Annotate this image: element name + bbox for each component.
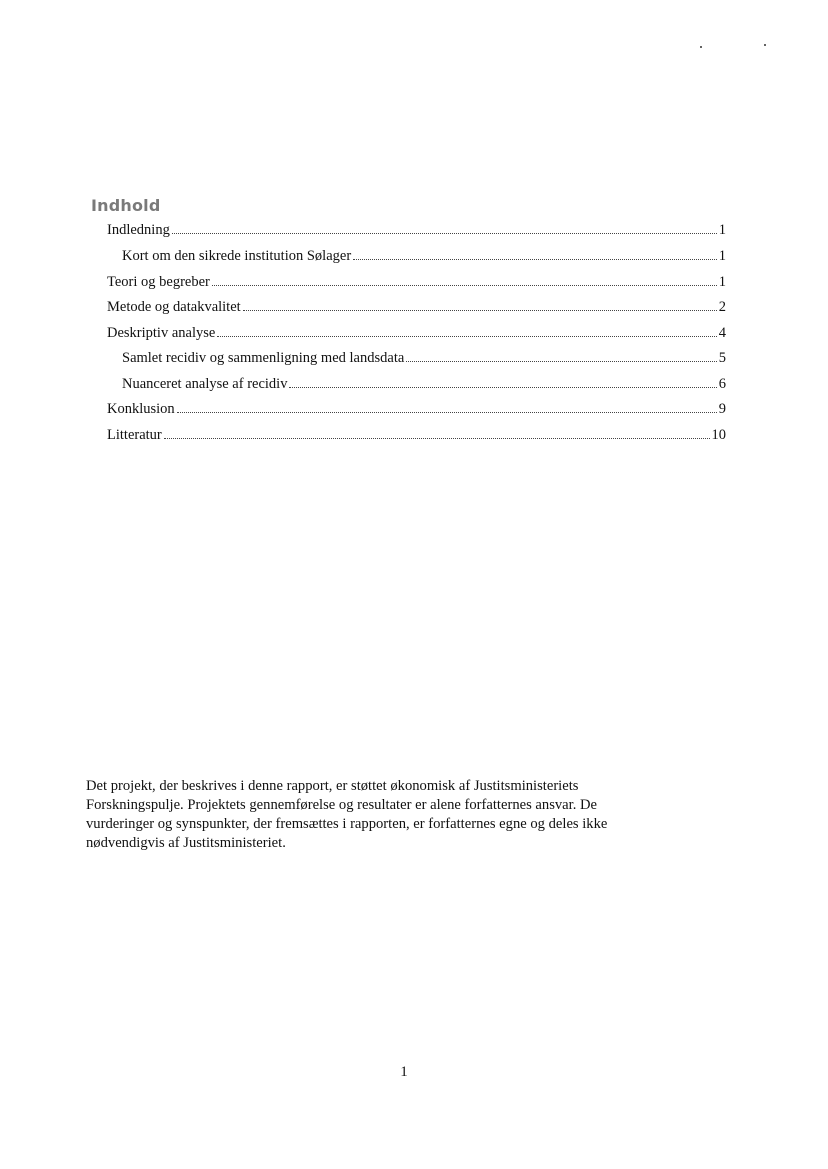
toc-entry-page: 1	[718, 222, 726, 238]
disclaimer-line: Det projekt, der beskrives i denne rapport, er støttet økonomisk af Justitsministeriets	[86, 778, 579, 794]
toc-entry-page: 6	[718, 376, 726, 392]
toc-entry-label: Konklusion	[107, 401, 175, 417]
toc-entry[interactable]	[107, 273, 726, 291]
toc-entry[interactable]	[122, 375, 726, 393]
toc-dot-leader	[212, 285, 717, 286]
toc-entry-label: Teori og begreber	[107, 274, 210, 290]
toc-entry[interactable]	[122, 349, 726, 367]
toc-entry-page: 4	[718, 325, 726, 341]
scan-speck	[700, 46, 702, 48]
disclaimer-line: Forskningspulje. Projektets gennemførelse og resultater er alene forfatternes ansvar. De	[86, 797, 598, 813]
toc-entry-label: Litteratur	[107, 427, 162, 443]
toc-heading: Indhold	[91, 196, 161, 215]
toc-entry-label: Kort om den sikrede institution Sølager	[122, 248, 352, 264]
toc-entry-label: Metode og datakvalitet	[107, 299, 241, 315]
toc-dot-leader	[172, 233, 717, 234]
toc-dot-leader	[164, 438, 710, 439]
toc-entry-page: 9	[718, 401, 726, 417]
toc-entry-page: 1	[718, 274, 726, 290]
toc-entry[interactable]	[107, 298, 726, 316]
disclaimer-line: nødvendigvis af Justitsministeriet.	[86, 835, 286, 851]
toc-dot-leader	[243, 310, 717, 311]
page-number: 1	[400, 1064, 408, 1080]
toc-entry-page: 1	[718, 248, 726, 264]
toc-entry-page: 5	[718, 350, 726, 366]
toc-entry[interactable]	[122, 247, 726, 265]
toc-entry[interactable]	[107, 221, 726, 239]
toc-dot-leader	[406, 361, 716, 362]
toc-dot-leader	[217, 336, 716, 337]
toc-entry[interactable]	[107, 324, 726, 342]
funding-disclaimer	[86, 777, 726, 853]
toc-entry-page: 2	[718, 299, 726, 315]
toc-entry-page: 10	[711, 427, 726, 443]
scan-speck	[764, 44, 766, 46]
toc-dot-leader	[177, 412, 717, 413]
toc-entry-label: Deskriptiv analyse	[107, 325, 216, 341]
disclaimer-line: vurderinger og synspunkter, der fremsættes i rapporten, er forfatternes egne og deles ikke	[86, 816, 608, 832]
toc-entry-label: Samlet recidiv og sammenligning med landsdata	[122, 350, 405, 366]
toc-dot-leader	[353, 259, 717, 260]
toc-entry-label: Nuanceret analyse af recidiv	[122, 376, 288, 392]
toc-entry[interactable]	[107, 400, 726, 418]
toc-entry[interactable]	[107, 426, 726, 444]
toc-dot-leader	[289, 387, 716, 388]
toc-entry-label: Indledning	[107, 222, 170, 238]
